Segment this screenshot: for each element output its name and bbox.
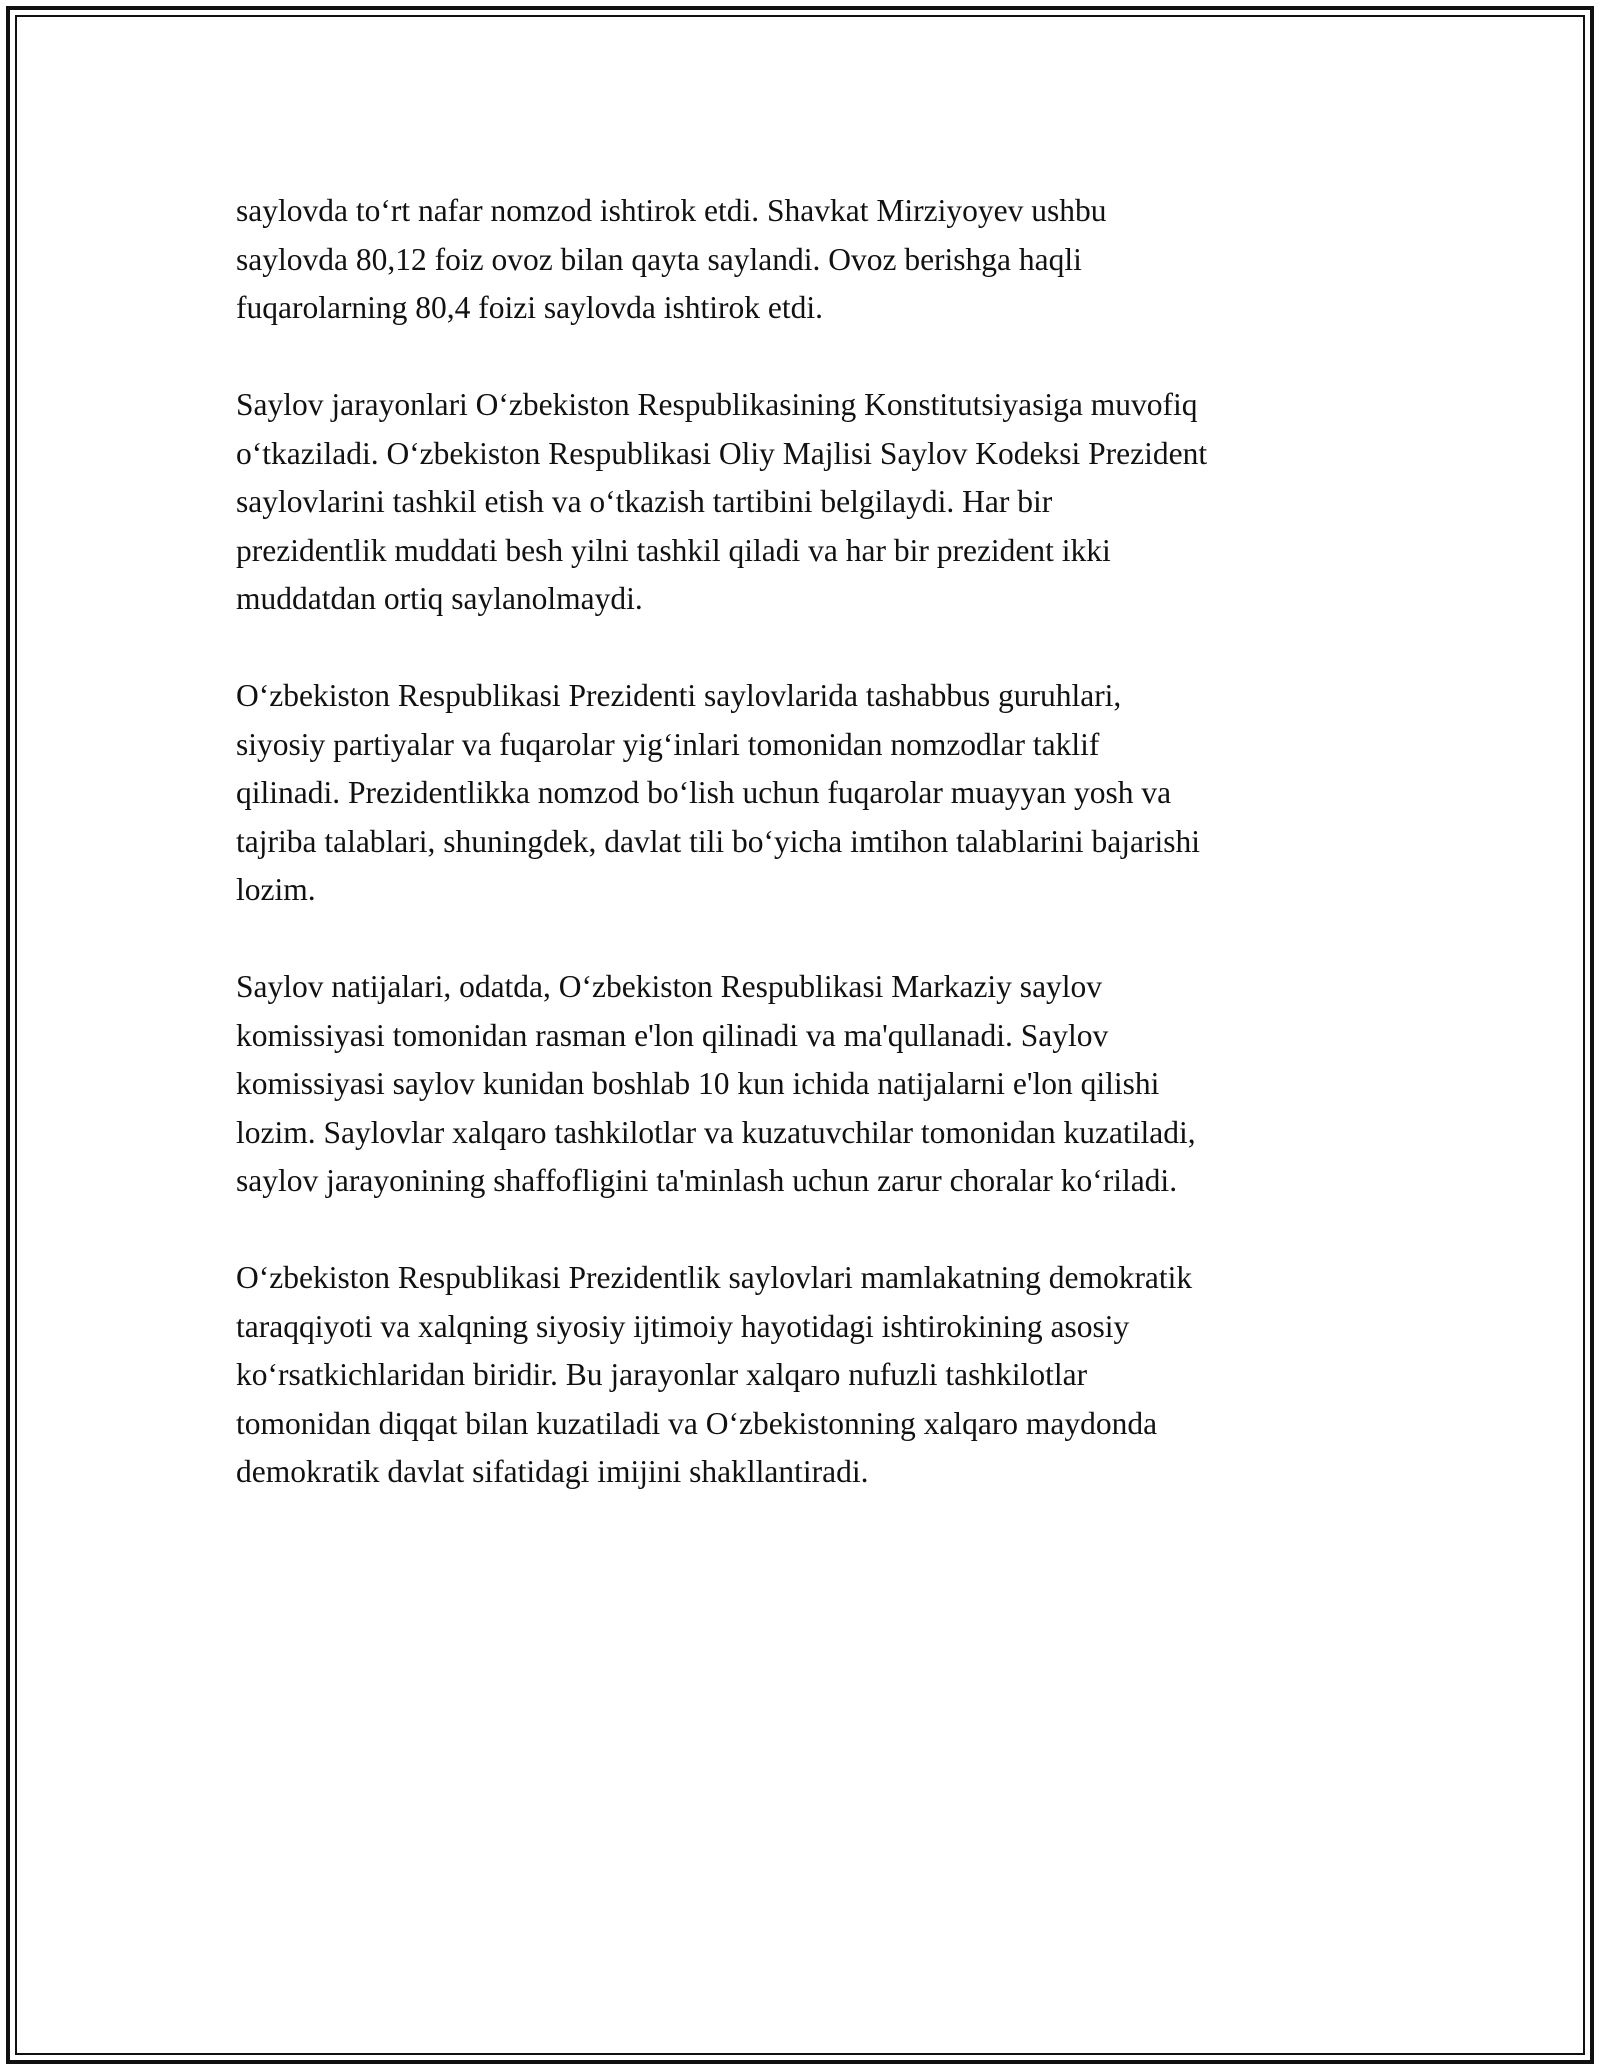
paragraph-3: O‘zbekiston Respublikasi Prezidenti saylovlarida tashabbus guruhlari, siyosiy partiyalar va fuqarolar yig‘inlari tomonidan nomzodlar taklif qilinadi. Prezidentlikka nomzod bo‘lish uchun fuqarolar muayyan yosh va tajriba talablari, shuningdek, davlat tili bo‘yicha imtihon talablarini bajarishi lozim. [236,678,1200,907]
paragraph-5: O‘zbekiston Respublikasi Prezidentlik saylovlari mamlakatning demokratik taraqqiyoti va xalqning siyosiy ijtimoiy hayotidagi ishtirokining asosiy ko‘rsatkichlaridan biridir. Bu jarayonlar xalqaro nufuzli tashkilotlar tomonidan diqqat bilan kuzatiladi va O‘zbekistonning xalqaro maydonda demokratik davlat sifatidagi imijini shakllantiradi. [236,1260,1193,1489]
paragraph-4: Saylov natijalari, odatda, O‘zbekiston Respublikasi Markaziy saylov komissiyasi tomonidan rasman e'lon qilinadi va ma'qullanadi. Saylov komissiyasi saylov kunidan boshlab 10 kun ichida natijalarni e'lon qilishi lozim. Saylovlar xalqaro tashkilotlar va kuzatuvchilar tomonidan kuzatiladi, saylov jarayonining shaffofligini ta'minlash uchun zarur choralar ko‘riladi. [236,969,1196,1198]
paragraph-2: Saylov jarayonlari O‘zbekiston Respublikasining Konstitutsiyasiga muvofiq o‘tkaziladi. O‘zbekiston Respublikasi Oliy Majlisi Saylov Kodeksi Prezident saylovlarini tashkil etish va o‘tkazish tartibini belgilaydi. Har bir prezidentlik muddati besh yilni tashkil qiladi va har bir prezident ikki muddatdan ortiq saylanolmaydi. [236,387,1208,616]
document-body [236,187,1396,1545]
paragraph-1: saylovda to‘rt nafar nomzod ishtirok etdi. Shavkat Mirziyoyev ushbu saylovda 80,12 foiz ovoz bilan qayta saylandi. Ovoz berishga haqli fuqarolarning 80,4 foizi saylovda ishtirok etdi. [236,193,1107,325]
